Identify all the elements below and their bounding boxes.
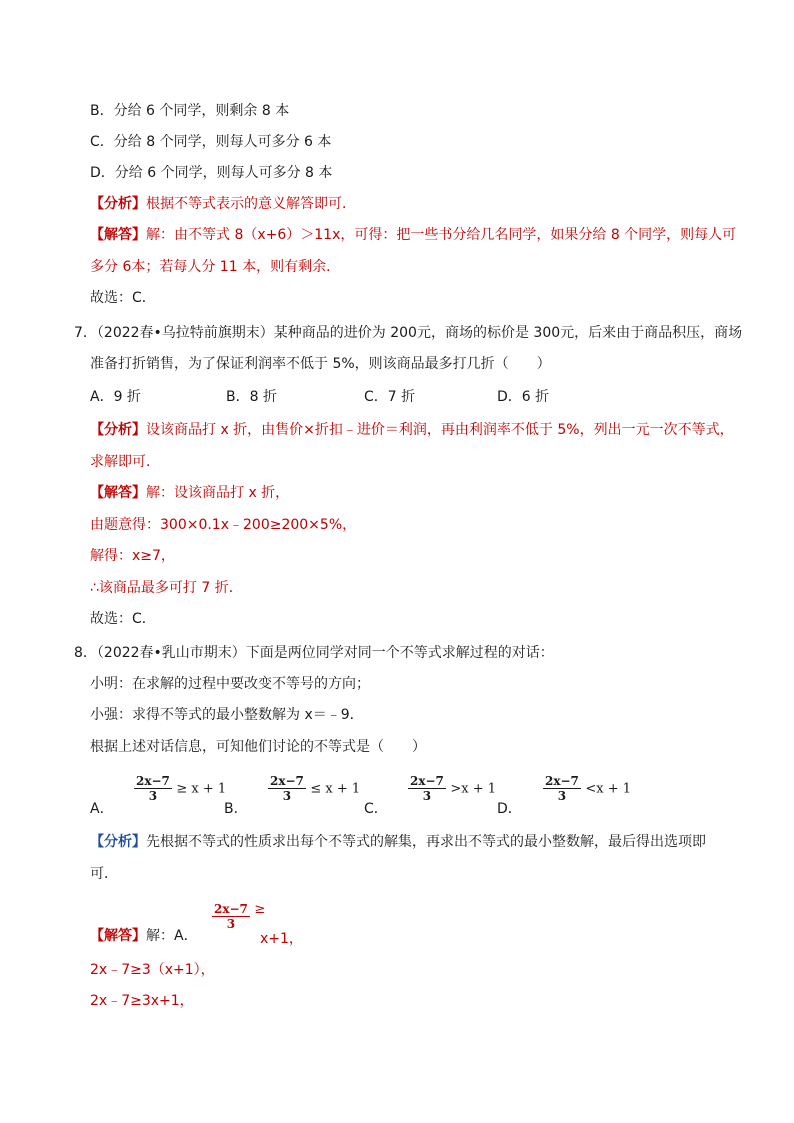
fraction: $\frac{2x-7}{3}$ bbox=[270, 774, 304, 803]
answer-tag: 【解答】 bbox=[90, 928, 146, 944]
q8-option-d-label: D． bbox=[497, 801, 522, 817]
q7-option-b: B．8 折 bbox=[226, 389, 277, 405]
q8-dialog-line-1: 小明：在求解的过程中要改变不等号的方向； bbox=[90, 676, 370, 692]
q7-choice: 故选：C． bbox=[90, 611, 156, 627]
q6-choice: 故选：C． bbox=[90, 290, 156, 306]
option-b-rhs: ≤ x + 1 bbox=[310, 781, 361, 797]
analysis-tag: 【分析】 bbox=[90, 196, 146, 212]
fraction: $\frac{2x-7}{3}$ bbox=[136, 774, 170, 803]
q6-option-c: C．分给 8 个同学，则每人可多分 6 本 bbox=[90, 134, 332, 150]
q7-answer-line-1 bbox=[90, 483, 289, 503]
answer-relation: ≥ bbox=[254, 902, 266, 917]
answer-text: 解：A． bbox=[146, 928, 198, 944]
q8-answer-fraction bbox=[212, 902, 265, 931]
q8-analysis-line-1 bbox=[90, 832, 706, 852]
q8-analysis-line-2: 可． bbox=[90, 866, 118, 882]
option-a-rhs: ≥ x + 1 bbox=[176, 781, 227, 797]
analysis-tag: 【分析】 bbox=[90, 422, 146, 438]
analysis-text: 设该商品打 x 折，由售价×折扣﹣进价＝利润，再由利润率不低于 5%，列出一元一次不等式， bbox=[146, 422, 734, 438]
q8-option-d bbox=[543, 774, 631, 803]
q8-step-2: 2x﹣7≥3x+1， bbox=[90, 993, 194, 1009]
q8-step-1: 2x﹣7≥3（x+1）， bbox=[90, 962, 215, 978]
q8-option-b bbox=[268, 774, 360, 803]
q7-analysis-line-1 bbox=[90, 420, 734, 440]
q8-dialog-line-3: 根据上述对话信息，可知他们讨论的不等式是（ ） bbox=[90, 739, 426, 755]
q8-option-a bbox=[134, 774, 226, 803]
option-c-rhs: >x + 1 bbox=[450, 781, 497, 797]
q8-option-a-label: A． bbox=[90, 801, 114, 817]
q7-option-d: D．6 折 bbox=[497, 389, 550, 405]
q7-answer-line-4: ∴该商品最多可打 7 折． bbox=[90, 580, 243, 596]
analysis-text: 根据不等式表示的意义解答即可． bbox=[146, 196, 356, 212]
answer-text: 解：设该商品打 x 折， bbox=[146, 485, 290, 501]
answer-text: 解：由不等式 8（x+6）＞11x，可得：把一些书分给几名同学，如果分给 8 个同学，则每人可 bbox=[146, 227, 737, 243]
fraction: $\frac{2x-7}{3}$ bbox=[545, 774, 579, 803]
fraction: $\frac{2x-7}{3}$ bbox=[410, 774, 444, 803]
analysis-tag: 【分析】 bbox=[90, 834, 146, 850]
q8-dialog-line-2: 小强：求得不等式的最小整数解为 x＝﹣9． bbox=[90, 707, 364, 723]
option-d-rhs: <x + 1 bbox=[585, 781, 632, 797]
q7-option-a: A．9 折 bbox=[90, 389, 141, 405]
answer-tag: 【解答】 bbox=[90, 227, 146, 243]
q8-option-c bbox=[408, 774, 496, 803]
q7-stem-line-1: 7．（2022春•乌拉特前旗期末）某种商品的进价为 200元，商场的标价是 300元，后来由于商品积压，商场 bbox=[74, 325, 743, 341]
fraction: $\frac{2x-7}{3}$ bbox=[214, 902, 248, 931]
q7-stem-line-2: 准备打折销售，为了保证利润率不低于 5%，则该商品最多打几折（ ） bbox=[90, 356, 551, 372]
q7-analysis-line-2: 求解即可． bbox=[90, 454, 160, 470]
q8-answer-rhs: x+1， bbox=[260, 931, 303, 947]
q6-answer-line-1 bbox=[90, 225, 736, 245]
q8-stem: 8．（2022春•乳山市期末）下面是两位同学对同一个不等式求解过程的对话： bbox=[74, 645, 554, 661]
q7-answer-line-2: 由题意得：300×0.1x﹣200≥200×5%， bbox=[90, 517, 357, 533]
q8-answer-line-1 bbox=[90, 926, 198, 946]
q6-answer-line-2: 多分 6本；若每人分 11 本，则有剩余． bbox=[90, 259, 341, 275]
q6-option-b: B．分给 6 个同学，则剩余 8 本 bbox=[90, 103, 290, 119]
analysis-text: 先根据不等式的性质求出每个不等式的解集，再求出不等式的最小整数解，最后得出选项即 bbox=[146, 834, 706, 850]
q6-option-d: D．分给 6 个同学，则每人可多分 8 本 bbox=[90, 165, 333, 181]
answer-tag: 【解答】 bbox=[90, 485, 146, 501]
q8-option-b-label: B． bbox=[224, 801, 248, 817]
q6-analysis bbox=[90, 194, 356, 214]
q8-option-c-label: C． bbox=[364, 801, 388, 817]
q7-option-c: C．7 折 bbox=[364, 389, 416, 405]
q7-answer-line-3: 解得：x≥7， bbox=[90, 548, 175, 564]
